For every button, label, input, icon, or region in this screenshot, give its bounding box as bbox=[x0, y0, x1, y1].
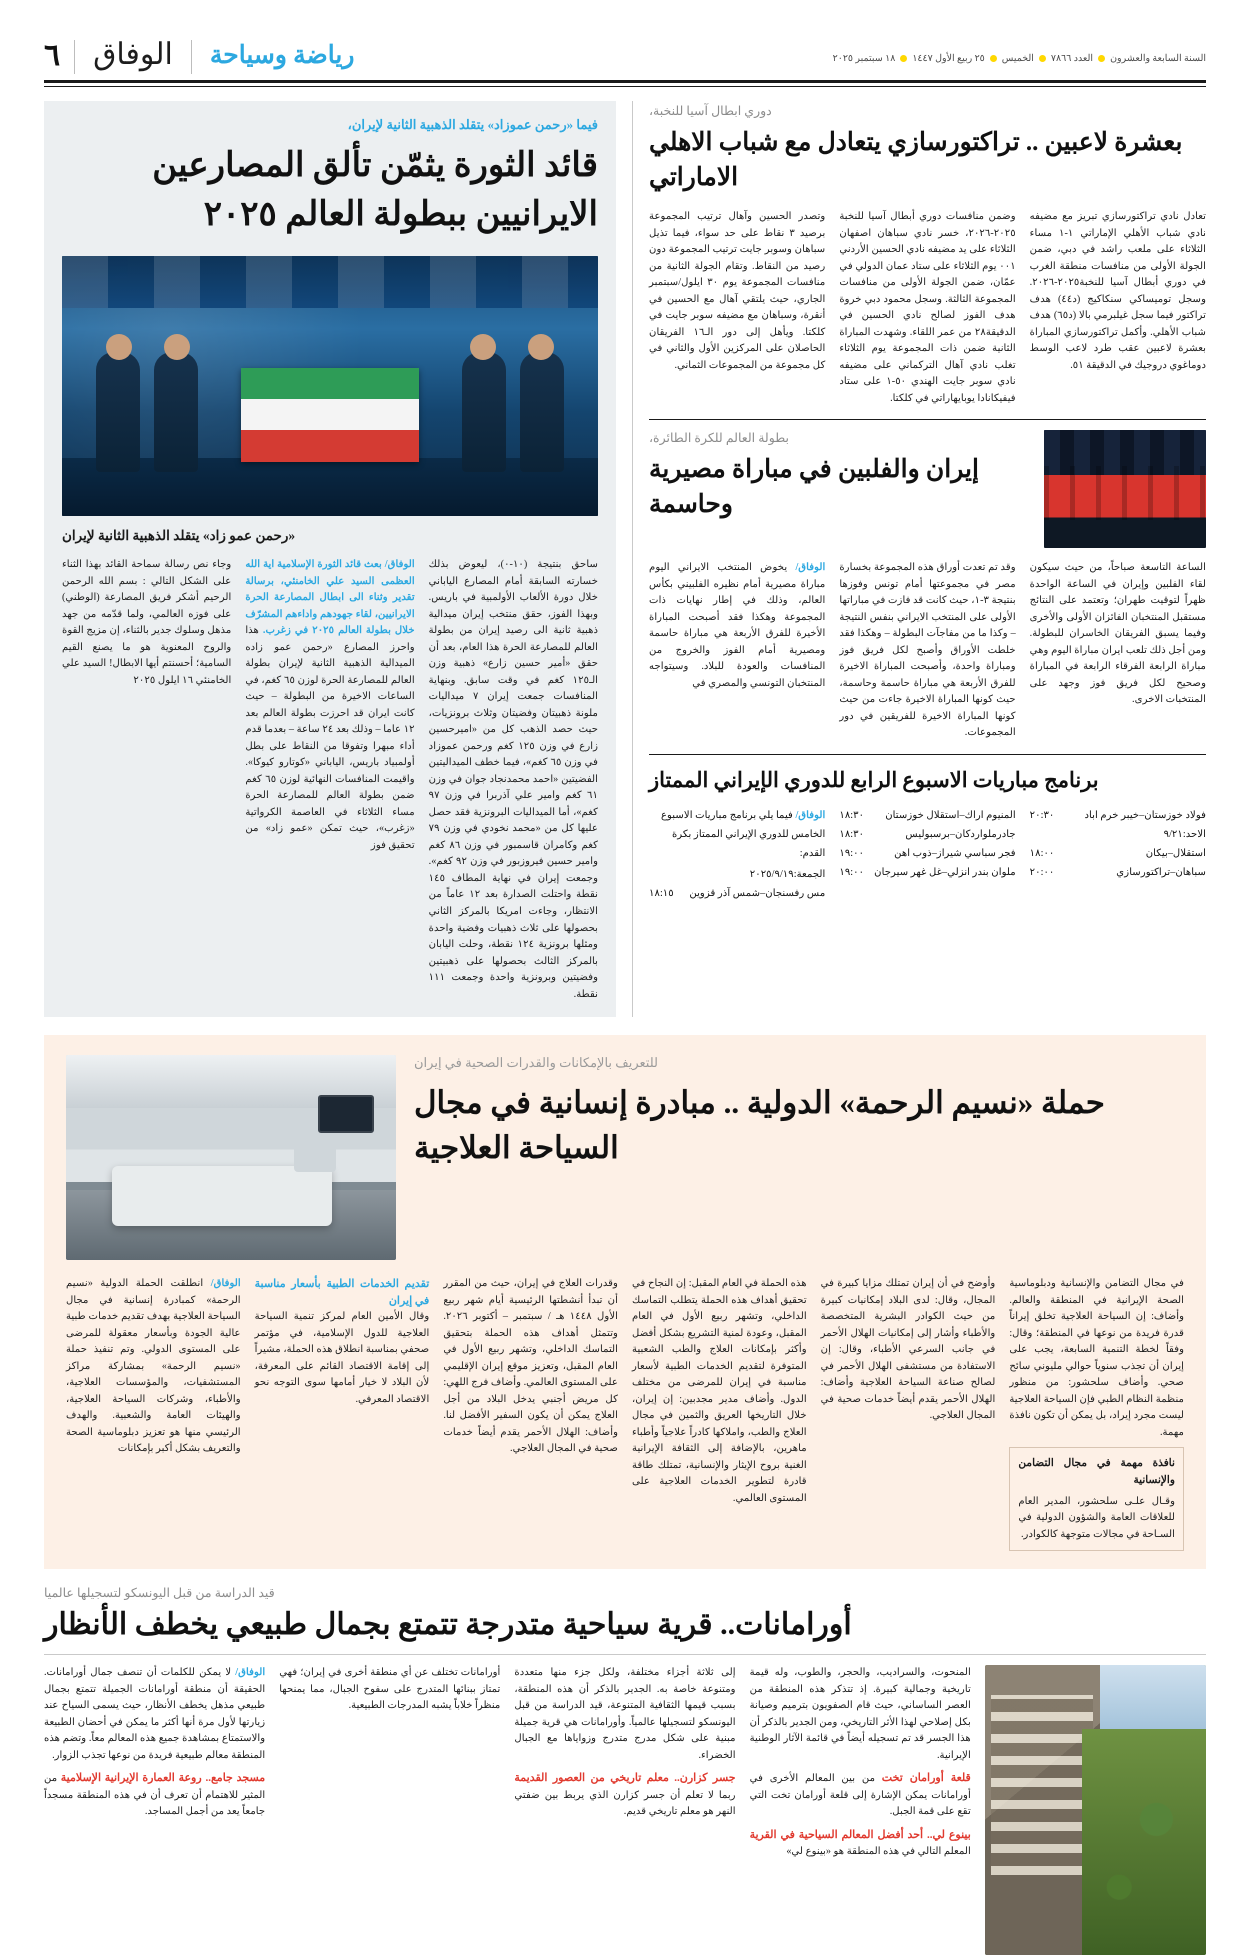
volleyball-story bbox=[649, 430, 1206, 742]
masthead-brand-group bbox=[44, 37, 372, 74]
lead-col-2-lead: الوفاق/ بعث قائد الثورة الإسلامية اية الله العظمى السيد علي الخامنئي، برسالة تقدير وثناء الى ابطال المصارعة الحرة الايرانيين، لقاء جهودهم واداءهم المشرّف خلال بطولة العالم ٢٠٢٥ في زغرب. bbox=[245, 559, 415, 637]
masthead-divider bbox=[191, 40, 192, 74]
village-subhead-2-text: المعلم التالي في هذه المنطقة هو «بينوع لي» bbox=[786, 1846, 971, 1858]
athlete-head bbox=[106, 334, 132, 360]
health-col-3: وقدرات العلاج في إيران، حيث من المقرر أن تبدأ أنشطتها الرئيسية أيام شهر ربيع الأول ١٤٤٨ هـ / سبتمبر – أكتوبر ٢٠٢٦. وتتمثل أهداف هذه الحملة بتحقيق التماسك الداخلي، وتشهر ربيع الأول في العام المقبل، وتعزيز موقع إيران الإقليمي على المستوى العالمي. وأضاف فرج اللهي: كل مريض أجنبي يدخل البلاد من أجل العلاج يمكن أن يكون السفير الأفضل لنا. وأضاف: الهلال الأحمر يقدم أيضاً خدمات صحية في المجال العلاجي. bbox=[443, 1278, 618, 1455]
sports-column bbox=[649, 101, 1206, 1017]
lead-story bbox=[44, 101, 616, 1017]
football-headline: بعشرة لاعبين .. تراكتورسازي يتعادل مع شباب الاهلي الاماراتي bbox=[649, 129, 1183, 191]
schedule-time: ١٨:٠٠ bbox=[1029, 848, 1055, 860]
issue-info-number: العدد ٧٨٦٦ bbox=[1050, 54, 1094, 64]
health-col-1-text: انطلقت الحملة الدولية «نسيم الرحمة» كمبادرة إنسانية في مجال السياحة العلاجية بهدف تقديم خدمات طبية عالية الجودة وبأسعار معقولة للمرضى على المستوى الدولي. وتم تنفيذ حملة «نسيم الرحمة» بمشاركة مراكز المستشفيات، والمؤسسات العلاجية، والأطباء، وشركات السياحة العلاجية، والهيئات العامة والشعبية. والهدف الرئيسي منها هو تعزيز دبلوماسية الصحة والتعريف بشكل أكبر بإمكانات bbox=[65, 1278, 241, 1455]
schedule-match: مس رفسنجان–شمس آذر قزوين bbox=[689, 887, 826, 899]
village-col-3-text: المنحوت، والسراديب، والحجر، والطوب، وله قيمة تاريخية وجمالية كبيرة. إذ تتذكر هذه المنطقة من العصر الساساني، حيث قام الصفويون بترميم وصيانة بكل إصلاحي لهذا الأثر التاريخي، ومن الجدير بالذكر أن هذا الجسر قد تم تسجيله أيضاً في قائمة الآثار الوطنية الإيرانية. bbox=[749, 1667, 971, 1761]
athlete-figure bbox=[462, 352, 506, 472]
column-divider bbox=[632, 101, 633, 1017]
page-number: ٦ bbox=[44, 39, 61, 72]
village-subhead-3: جسر كزارن.. معلم تاريخي من العصور القديمة bbox=[514, 1772, 736, 1785]
bullet-dot-icon bbox=[900, 55, 907, 62]
schedule-time: ٢٠:٣٠ bbox=[1029, 810, 1055, 822]
athlete-figure bbox=[520, 352, 564, 472]
schedule-match: جادرملواردكان–برسبوليس bbox=[905, 829, 1016, 841]
volleyball-col-3-text: يخوض المنتخب الايراني اليوم مباراة مصيرية أمام نظيره الفلبيني بكأس العالم، وذلك في إطار نهايات ذات المجموعة وهكذا فقد أصبحت المباراة الأخيرة للفرق الأربعة هي مباراة حاسمة ومصيرية أمام الفوز والخروج من المنافسات والعودة للبلاد. وسيتواجه المنتخبان التونسي والمصري في bbox=[649, 562, 826, 689]
football-story bbox=[649, 103, 1206, 407]
health-subhead-blue: تقديم الخدمات الطبية بأسعار مناسبة في إيران bbox=[254, 1278, 430, 1307]
schedule-story bbox=[649, 765, 1206, 904]
iran-wrestling-team-podium-photo bbox=[62, 256, 598, 516]
village-col-1 bbox=[44, 1665, 265, 1821]
health-col-2-text: وقال الأمين العام لمركز تنمية السياحة العلاجية للدول الإسلامية، في مؤتمر صحفي بمناسبة انطلاق هذه الحملة، مشيراً إلى إقامة الاقتصاد القائم على المعرفة، لأن البلاد لا خيار أمامها سوى التوجه نحو الاقتصاد المعرفي. bbox=[254, 1311, 430, 1405]
health-boxnote-text: وقـال علـى سلحشور، المدير العام للعلاقات العامة والشؤون الدولية في السـاحة في مجالات متوجهة كالكوادر. bbox=[1018, 1495, 1175, 1540]
athlete-head bbox=[164, 334, 190, 360]
photo-terraced-houses bbox=[991, 1695, 1093, 1875]
divider bbox=[649, 754, 1206, 755]
health-kicker: للتعريف بالإمكانات والقدرات الصحية في إيران bbox=[414, 1055, 658, 1071]
village-subhead-4: مسجد جامع.. روعة العمارة الإيرانية الإسلامية bbox=[60, 1772, 266, 1785]
football-col-1: تعادل نادي تراكتورسازي تبريز مع مضيفه نادي شباب الأهلي الإماراتي ١-١ مساء الثلاثاء على ملعب راشد في دبي، ضمن الجولة الأولى من منافسات منطقة الغرب في دوري أبطال آسيا للنخبة٢٠٢٥-٢٠٢٦. وسجل توميساكي سنكاكيج (د٤٤) هدف تراكتور فيما سجل غيلبرمي بالا (د٦٥) هدف شباب الأهلي. وأكمل تراكتورسازي المباراة بعشرة لاعبين عقب طرد لاعب الوسط دوماغوي دروجيك في الدقيقة ٥١. bbox=[1029, 211, 1206, 371]
schedule-time: ١٨:١٥ bbox=[649, 887, 674, 899]
village-headline: أورامانات.. قرية سياحية متدرجة تتمتع بجمال طبيعي يخطف الأنظار bbox=[44, 1608, 852, 1642]
masthead-rule-thin bbox=[44, 86, 1206, 87]
village-section bbox=[44, 1585, 1206, 1955]
lead-story-kicker: فيما «رحمن عموزاد» يتقلد الذهبية الثانية لإيران، bbox=[347, 117, 598, 132]
village-col-4-text: أورامانات تختلف عن أي منطقة أخرى في إيران؛ فهي تمتاز ببنائها المتدرج على سفوح الجبال، مما يمنحها منظراً خلاباً يشبه المدرجات الطبيعية. bbox=[279, 1667, 501, 1712]
schedule-day: الاحد:٩/٢١ bbox=[1163, 829, 1206, 841]
volleyball-lead-tag: الوفاق/ bbox=[795, 562, 826, 574]
village-kicker: قيد الدراسة من قبل اليونسكو لتسجيلها عالميا bbox=[44, 1586, 275, 1601]
schedule-intro: فيما يلي برنامج مباريات الاسبوع الخامس للدوري الإيراني الممتاز بكرة القدم: bbox=[660, 810, 826, 860]
schedule-lead-tag: الوفاق/ bbox=[795, 810, 826, 822]
volleyball-col-3 bbox=[649, 560, 825, 742]
health-boxnote-title: نافذة مهمة في مجال التضامن والإنسانية bbox=[1018, 1458, 1175, 1487]
schedule-col-3 bbox=[1030, 807, 1206, 903]
football-col-2: وضمن منافسات دوري أبطال آسيا للنخبة ٢٠٢٥-٢٠٢٦، خسر نادي سباهان اصفهان الثلاثاء على يد مضيفه نادي الحسين الأردني ٠٠١ يوم الثلاثاء على ستاد عمان الدولي في عمّان، ضمن الجولة الأولى من منافسات المجموعة الثالثة. وسجل محمود دبي خروة هدف الفوز لصالح نادي الحسين في الدقيقة٢٨ من عمر اللقاء. وشهدت المباراة الثانية ضمن ذات المجموعة يوم الثلاثاء تغلب نادي آهال التركماني على مضيفه نادي سوبر جايت الهندي ٥٠-١ على ستاد فيفيكانادا يوبايهاراتي في كلكتا. bbox=[839, 211, 1016, 404]
village-subhead-4-text: من المثير للاهتمام أن تعرف أن في هذه المنطقة مسجداً جامعاً يعد من أجمل المساجد. bbox=[43, 1773, 266, 1818]
schedule-col-1 bbox=[649, 807, 825, 903]
volleyball-team-photo bbox=[1044, 430, 1206, 548]
health-col-4: هذه الحملة في العام المقبل: إن النجاح في تحقيق أهداف هذه الحملة يتطلب التماسك الداخلي، وتشهر ربيع الأول في العام المقبل، وعودة لمنية التشريع بشكل أفضل وأكثر بإمكانات العلاج والطب الشعبية المتوفرة لتقديم الخدمات الطبية لأسعار مناسبة في إيران للمرضى من مختلف الدول. وأضاف مدير مجدبين: إن إيران، خلال التاريخها العريق والثمين في مجال العلاج والطب، واملاكها كادراً علاجياً وأطباء ماهرين، بالإضافة إلى الثقافة الإيرانية الغنية بروح الإيثار والإنسانية، تمتلك طاقة قادرة لتطوير الخدمات العلاجية على المستوى العالمي. bbox=[631, 1278, 807, 1504]
schedule-time: ١٩:٠٠ bbox=[839, 866, 865, 878]
volleyball-col-2: وقد تم تعدت أوراق هذه المجموعة بخسارة مصر في مجموعتها أمام تونس وفوزها بنتيجة ٣-١، حيث كانت قد فازت في مباراتها الأولى على المنتخب الايراني بنفس النتيجة – وكذا ما من مفاجآت البطولة – وهكذا فقد خلطت الأوراق وأصبح لكل فريق فوز ومباراة واحدة، وأصبحت المباراة الاخيرة للفرق الأربعة هي مباراة حاسمة وحاسمة، حيث كونها المباراة الاخيرة جاءت من حيث كونها المباراة الاخيرة للفريقين في دور المجموعات. bbox=[839, 562, 1016, 739]
village-col-4 bbox=[279, 1665, 500, 1715]
divider bbox=[44, 1654, 1206, 1655]
health-col-6 bbox=[1009, 1276, 1184, 1551]
issue-info-weekday: الخميس bbox=[1001, 54, 1034, 64]
lead-photo-caption bbox=[62, 526, 598, 546]
schedule-time: ٢٠:٠٠ bbox=[1029, 866, 1055, 878]
masthead-divider bbox=[74, 40, 75, 74]
volleyball-kicker: بطولة العالم للكرة الطائرة، bbox=[649, 431, 789, 446]
masthead bbox=[44, 0, 1206, 78]
photo-trees bbox=[1082, 1729, 1206, 1955]
hospital-bed-icon bbox=[112, 1166, 332, 1226]
schedule-col-2 bbox=[839, 807, 1015, 903]
schedule-time: ١٨:٣٠ bbox=[839, 829, 865, 841]
schedule-time: ١٩:٠٠ bbox=[839, 848, 865, 860]
top-section bbox=[44, 101, 1206, 1017]
athlete-head bbox=[470, 334, 496, 360]
village-lead-tag: الوفاق/ bbox=[235, 1667, 266, 1679]
health-tourism-section bbox=[44, 1035, 1206, 1569]
village-col-1-text: لا يمكن للكلمات أن تنصف جمال أورامانات. الحقيقة أن منطقة أورامانات الجميلة تتمتع بجمال طبيعي مذهل يخطف الأنظار، حيث يسمى السياح عند زيارتها لأول مرة أنها أكثر ما يمكن في أحضان الطبيعة والاستمتاع بمشاهدة جميع هذه المعالم معاً. وتضم هذه المنطقة معالم طبيعية فريدة من نوعها تجذب الزوار. bbox=[43, 1667, 266, 1761]
hawraman-terraced-village-photo bbox=[985, 1665, 1206, 1955]
volleyball-headline: إيران والفلبين في مباراة مصيرية وحاسمة bbox=[649, 456, 979, 519]
schedule-match: سباهان–تراكتورسازي bbox=[1116, 866, 1206, 878]
village-col-2 bbox=[514, 1665, 735, 1821]
photo-banner-backdrop bbox=[62, 256, 598, 308]
schedule-time: ١٨:٣٠ bbox=[839, 810, 865, 822]
lead-col-2 bbox=[245, 557, 414, 1003]
schedule-match: استقلال–بيكان bbox=[1145, 848, 1206, 860]
issue-info-gregorian: ١٨ سبتمبر ٢٠٢٥ bbox=[832, 54, 896, 64]
health-col-5: وأوضح في أن إيران تمتلك مزايا كبيرة في المجال، وقال: لدى البلاد إمكانيات كبيرة من حيث الكوادر البشرية المتخصصة والأطباء وأشار إلى إمكانيات الهلال الأحمر في جانب السرعي الأطباء، وقال: إن الاستفادة من مستشفى الهلال الأحمر في لصالح صناعة السياحة العلاجية وأضاف: الهلال الأحمر يقدم أيضاً خدمات صحية في المجال العلاجي. bbox=[820, 1278, 996, 1422]
athlete-figure bbox=[154, 352, 198, 472]
schedule-match: المنيوم اراك–استقلال خوزستان bbox=[885, 810, 1016, 822]
athlete-head bbox=[528, 334, 554, 360]
health-headline-block bbox=[414, 1055, 1184, 1260]
health-lead-tag: الوفاق/ bbox=[210, 1278, 241, 1290]
lead-col-3-text: وجاء نص رسالة سماحة القائد بهذا الثناء على الشكل التالي : بسم الله الرحمن الرحيم أشكر فريق المصارعة (الوطني) على فوزه العالمي، ولما قدّمه من جهد مذهل وسلوك جدير بالثناء، إن مزيج القوة والروح المعنوية هو ما يصنع القيم السامية؛ أحسنتم أيها الابطال! السيد علي الخامنئي ١٦ ايلول ٢٠٢٥ bbox=[62, 559, 232, 686]
photo-mat bbox=[62, 458, 598, 516]
masthead-rule bbox=[44, 80, 1206, 83]
village-col-2-text: إلى ثلاثة أجزاء مختلفة، ولكل جزء منها متعددة ومتنوعة خاصة به. الجدير بالذكر أن هذه المنطقة، بسبب قيمها الثقافية المتنوعة، قيد الدراسة من قبل اليونسكو لتسجيلها عالمياً. وأورامانات هي قرية جميلة مبنية على شكل مدرج متدرج وزواياها مع الجبال الخضراء. bbox=[514, 1667, 736, 1761]
bullet-dot-icon bbox=[1039, 55, 1046, 62]
bullet-dot-icon bbox=[1098, 55, 1105, 62]
athlete-figure bbox=[96, 352, 140, 472]
village-subhead-3-text: ربما لا تعلم أن جسر كزارن الذي يربط بين ضفتي النهر هو معلم تاريخي قديم. bbox=[514, 1789, 736, 1818]
schedule-match: ملوان بندر انزلي–غل غهر سيرجان bbox=[874, 866, 1016, 878]
issue-info-hijri: ٢٥ ربيع الأول ١٤٤٧ bbox=[912, 54, 985, 64]
bullet-dot-icon bbox=[990, 55, 997, 62]
village-subhead-2: بينوع لي.. أحد أفضل المعالم السياحية في القرية bbox=[749, 1828, 971, 1841]
lead-col-2-text: هذا واحرز المصارع «رحمن عمو زاده الميدالية الذهبية الثانية لإيران بطولة العالم للمصارعة الحرة لوزن ٦٥ كغم، في الساعات الاخيرة من البطولة – حيث كانت ايران قد احرزت بطولة العالم بعد ١٢ عاما – وذلك بعد ٢٤ ساعة – بعدما قدم أداء مبهرا وتفوقا من النقاط على بطل أولمبياد باريس، الياباني «كوتارو كيوكا». واقيمت المنافسات النهائية لوزن ٦٥ كغم ضمن بطولة العالم للمصارعة الحرة مساء الثلاثاء في العاصمة الكرواتية «زغرب»، حيث تمكن «عمو زاد» من تحقيق فوز bbox=[245, 625, 415, 851]
publication-brand: الوفاق bbox=[93, 37, 173, 72]
health-headline: حملة «نسيم الرحمة» الدولية .. مبادرة إنسانية في مجال السياحة العلاجية bbox=[414, 1085, 1105, 1166]
village-subhead-1-text: من بين المعالم الأخرى في أورامانات يمكن الإشارة إلى قلعة أورامان تخت التي تقع على قمة الجبل. bbox=[749, 1773, 971, 1818]
health-boxnote bbox=[1009, 1447, 1184, 1551]
hospital-room-photo bbox=[66, 1055, 396, 1260]
issue-info-year: السنة السابعة والعشرون bbox=[1110, 54, 1206, 64]
schedule-match: فجر سباسي شيراز–ذوب اهن bbox=[894, 848, 1016, 860]
schedule-day-1: الجمعة:٢٠٢٥/٩/١٩ bbox=[749, 868, 826, 880]
village-subhead-1: قلعة أورامان تخت bbox=[881, 1772, 971, 1785]
football-col-3: وتصدر الحسين وآهال ترتيب المجموعة برصيد ٣ نقاط على حد سواء، فيما تذيل سباهان وسوبر جايت ترتيب المجموعة دون رصيد من النقاط. وتقام الجولة الثانية من منافسات المجموعة يوم ٣٠ ايلول/سبتمبر الجاري، حيث يلتقي آهال مع الحسين في أنقرة، وسباهان مع مضيفه سوبر جايت في كلكتا. ويأهل إلى دور الـ١٦ الفريقان الحاصلان على المركزين الأول والثاني في كل مجموعة من المجموعات الثماني. bbox=[649, 211, 826, 371]
football-kicker: دوري ابطال آسيا للنخبة، bbox=[649, 104, 772, 118]
health-col-6-text: في مجال التضامن والإنسانية ودبلوماسية الصحة الإيرانية في المنطقة والعالم. وأضاف: إن السياحة العلاجية تخلق إيراناً قدرة فريدة من نوعها في المنطقة؛ وقال: وفقاً لخطة التنمية السابعة، يجب على إيران أن تجذب سنوياً حوالي مليوني سائح صحي. وأضاف سلحشور: من منظور منظمة النظام الطبي فإن السياحة العلاجية ليست مجرد إيراد، بل يمكن أن تكون نافذة مهمة. bbox=[1009, 1278, 1184, 1438]
lead-story-headline: قائد الثورة يثمّن تألق المصارعين الايرانيين ببطولة العالم ٢٠٢٥ bbox=[152, 147, 598, 234]
schedule-headline: برنامج مباريات الاسبوع الرابع للدوري الإيراني الممتاز bbox=[649, 767, 1099, 792]
lead-col-1: ساحق بنتيجة (١٠-٠)، ليعوض بذلك خسارته السابقة أمام المصارع الياباني خلال دورة الألعاب الأولمبية في باريس. وبهذا الفوز، حقق منتخب إيران ميدالية ذهبية ثانية الى رصيد إيران من بطولة العالم للمصارعة الحرة هذا العام، بعد أن حقق «أمير حسين زارع» ذهبية وزن الـ١٢٥ كغم في وقت سابق. وبنهاية المنافسات جمعت إيران ٧ ميداليات ملونة ذهبيتان وفضيتان وثلاث برونزيات، حيث حصد الذهب كل من «اميرحسين زارع في وزن ١٢٥ كغم ورحمن عموزاد في وزن ٦٥ كغم»، فيما خطف الميداليتين الفضيتين «احمد محمدنجاد جوان في وزن ٦١ كغم وامير علي آذربرا في وزن ٩٧ كغم»، أما الميداليات البرونزية فقد حصل عليها كل من «محمد نخودي في وزن ٧٩ كغم وكامران قاسمبور في وزن ٨٦ كغم وامير حسين فيروزبور في وزن ٩٢ كغم». وجمعت إيران في نهاية المطاف ١٤٥ نقطة واحتلت الصدارة بعد ١٢ عاماً من الانتظار، وجاءت امريكا بالمركز الثاني بحصولها على ثلاث ذهبيات وفضية واحدة ومثلها برونزية ١٢٤ نقطة، وحلت اليابان بالمركز الثالث بحصولها على ذهبيتين وفضيتين وبرونزية واحدة وجمعت ١١١ نقطة. bbox=[428, 559, 599, 1000]
lead-photo-caption-text: «رحمن عمو زاد» يتقلد الذهبية الثانية لإيران bbox=[62, 527, 296, 543]
section-title: رياضة وسياحة bbox=[209, 41, 355, 69]
village-col-3 bbox=[750, 1665, 971, 1861]
monitor-icon bbox=[318, 1095, 374, 1133]
lead-col-3 bbox=[62, 557, 231, 1003]
iran-flag-icon bbox=[241, 368, 419, 462]
schedule-match: فولاد خوزستان–خيبر خرم اباد bbox=[1084, 810, 1206, 822]
issue-info bbox=[833, 53, 1206, 74]
volleyball-col-1: الساعة التاسعة صباحاً، من حيث سيكون لقاء الفلبين وإيران في الساعة الواحدة ظهراً لتوقيت طهران؛ وتعتمد على النتائج مستقبل المنتخبان الفائزان الأولى والأخرى وفيما يسبق الفريقان الخاسران للبطولة. ومن أجل ذلك تلعب ايران مباراة اليوم وهي مباراة الرابعة الفرقاء الرابعة في المباراة وصحيح لكل فريق فوز وجهد على المنتخبات الاخرى. bbox=[1029, 562, 1206, 706]
health-col-2 bbox=[255, 1276, 430, 1551]
divider bbox=[649, 419, 1206, 420]
health-col-1 bbox=[66, 1276, 241, 1551]
